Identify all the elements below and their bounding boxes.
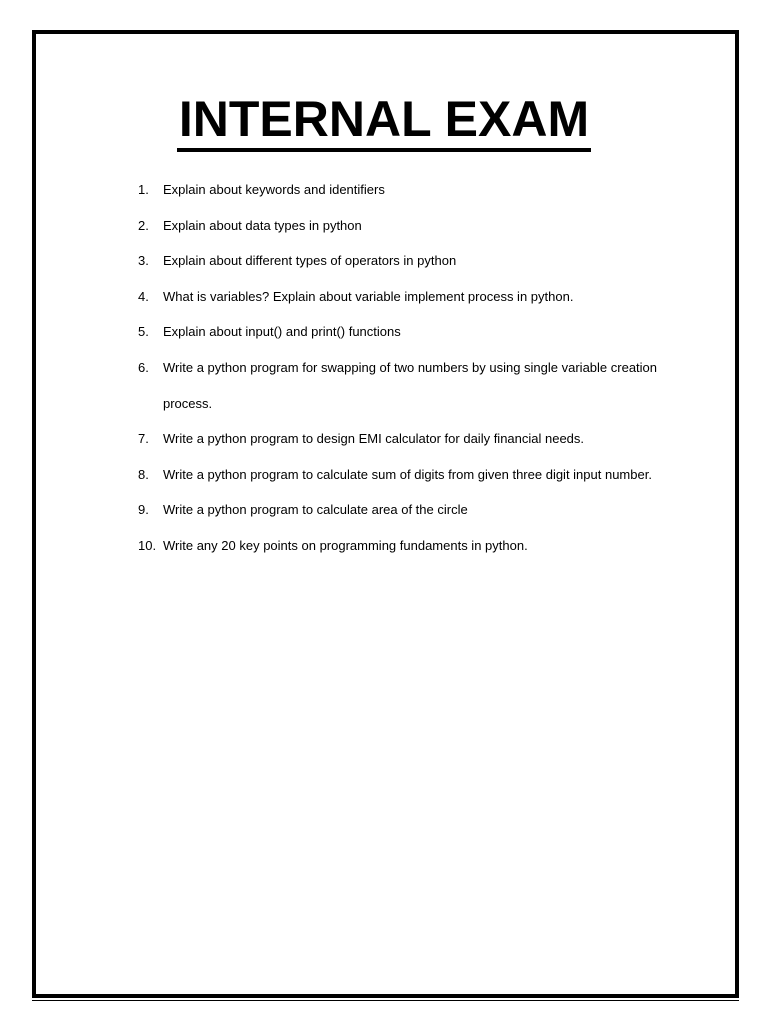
question-item [138, 457, 678, 493]
question-number: 9. [138, 502, 149, 518]
question-text: Write a python program to calculate sum of digits from given three digit input number. [163, 466, 652, 482]
question-text: Write a python program to calculate area of the circle [163, 502, 468, 518]
question-number: 7. [138, 431, 149, 447]
question-item [138, 279, 678, 315]
question-number: 10. [138, 537, 157, 553]
question-item [138, 528, 678, 564]
question-item [138, 172, 678, 208]
question-item [138, 492, 678, 528]
question-item [138, 421, 678, 457]
question-number: 5. [138, 324, 149, 340]
question-number: 2. [138, 217, 149, 233]
question-number: 8. [138, 466, 149, 482]
question-text: Write a python program for swapping of two numbers by using single variable creation process. [163, 359, 658, 411]
question-item [138, 243, 678, 279]
question-number: 6. [138, 359, 149, 375]
question-number: 4. [138, 288, 149, 304]
question-text: Explain about input() and print() functions [163, 324, 401, 340]
question-text: What is variables? Explain about variable implement process in python. [163, 288, 574, 304]
question-text: Write a python program to design EMI calculator for daily financial needs. [163, 431, 585, 447]
question-text: Write any 20 key points on programming fundaments in python. [163, 537, 528, 553]
question-list [138, 172, 678, 564]
question-item [138, 314, 678, 350]
question-item [138, 208, 678, 244]
page-title-container [0, 90, 768, 152]
question-number: 1. [138, 182, 149, 197]
page-title: INTERNAL EXAM [177, 90, 591, 152]
question-number: 3. [138, 253, 149, 269]
question-item [138, 350, 678, 421]
question-text: Explain about different types of operators in python [163, 253, 457, 269]
question-text: Explain about keywords and identifiers [163, 182, 385, 197]
question-text: Explain about data types in python [163, 217, 362, 233]
